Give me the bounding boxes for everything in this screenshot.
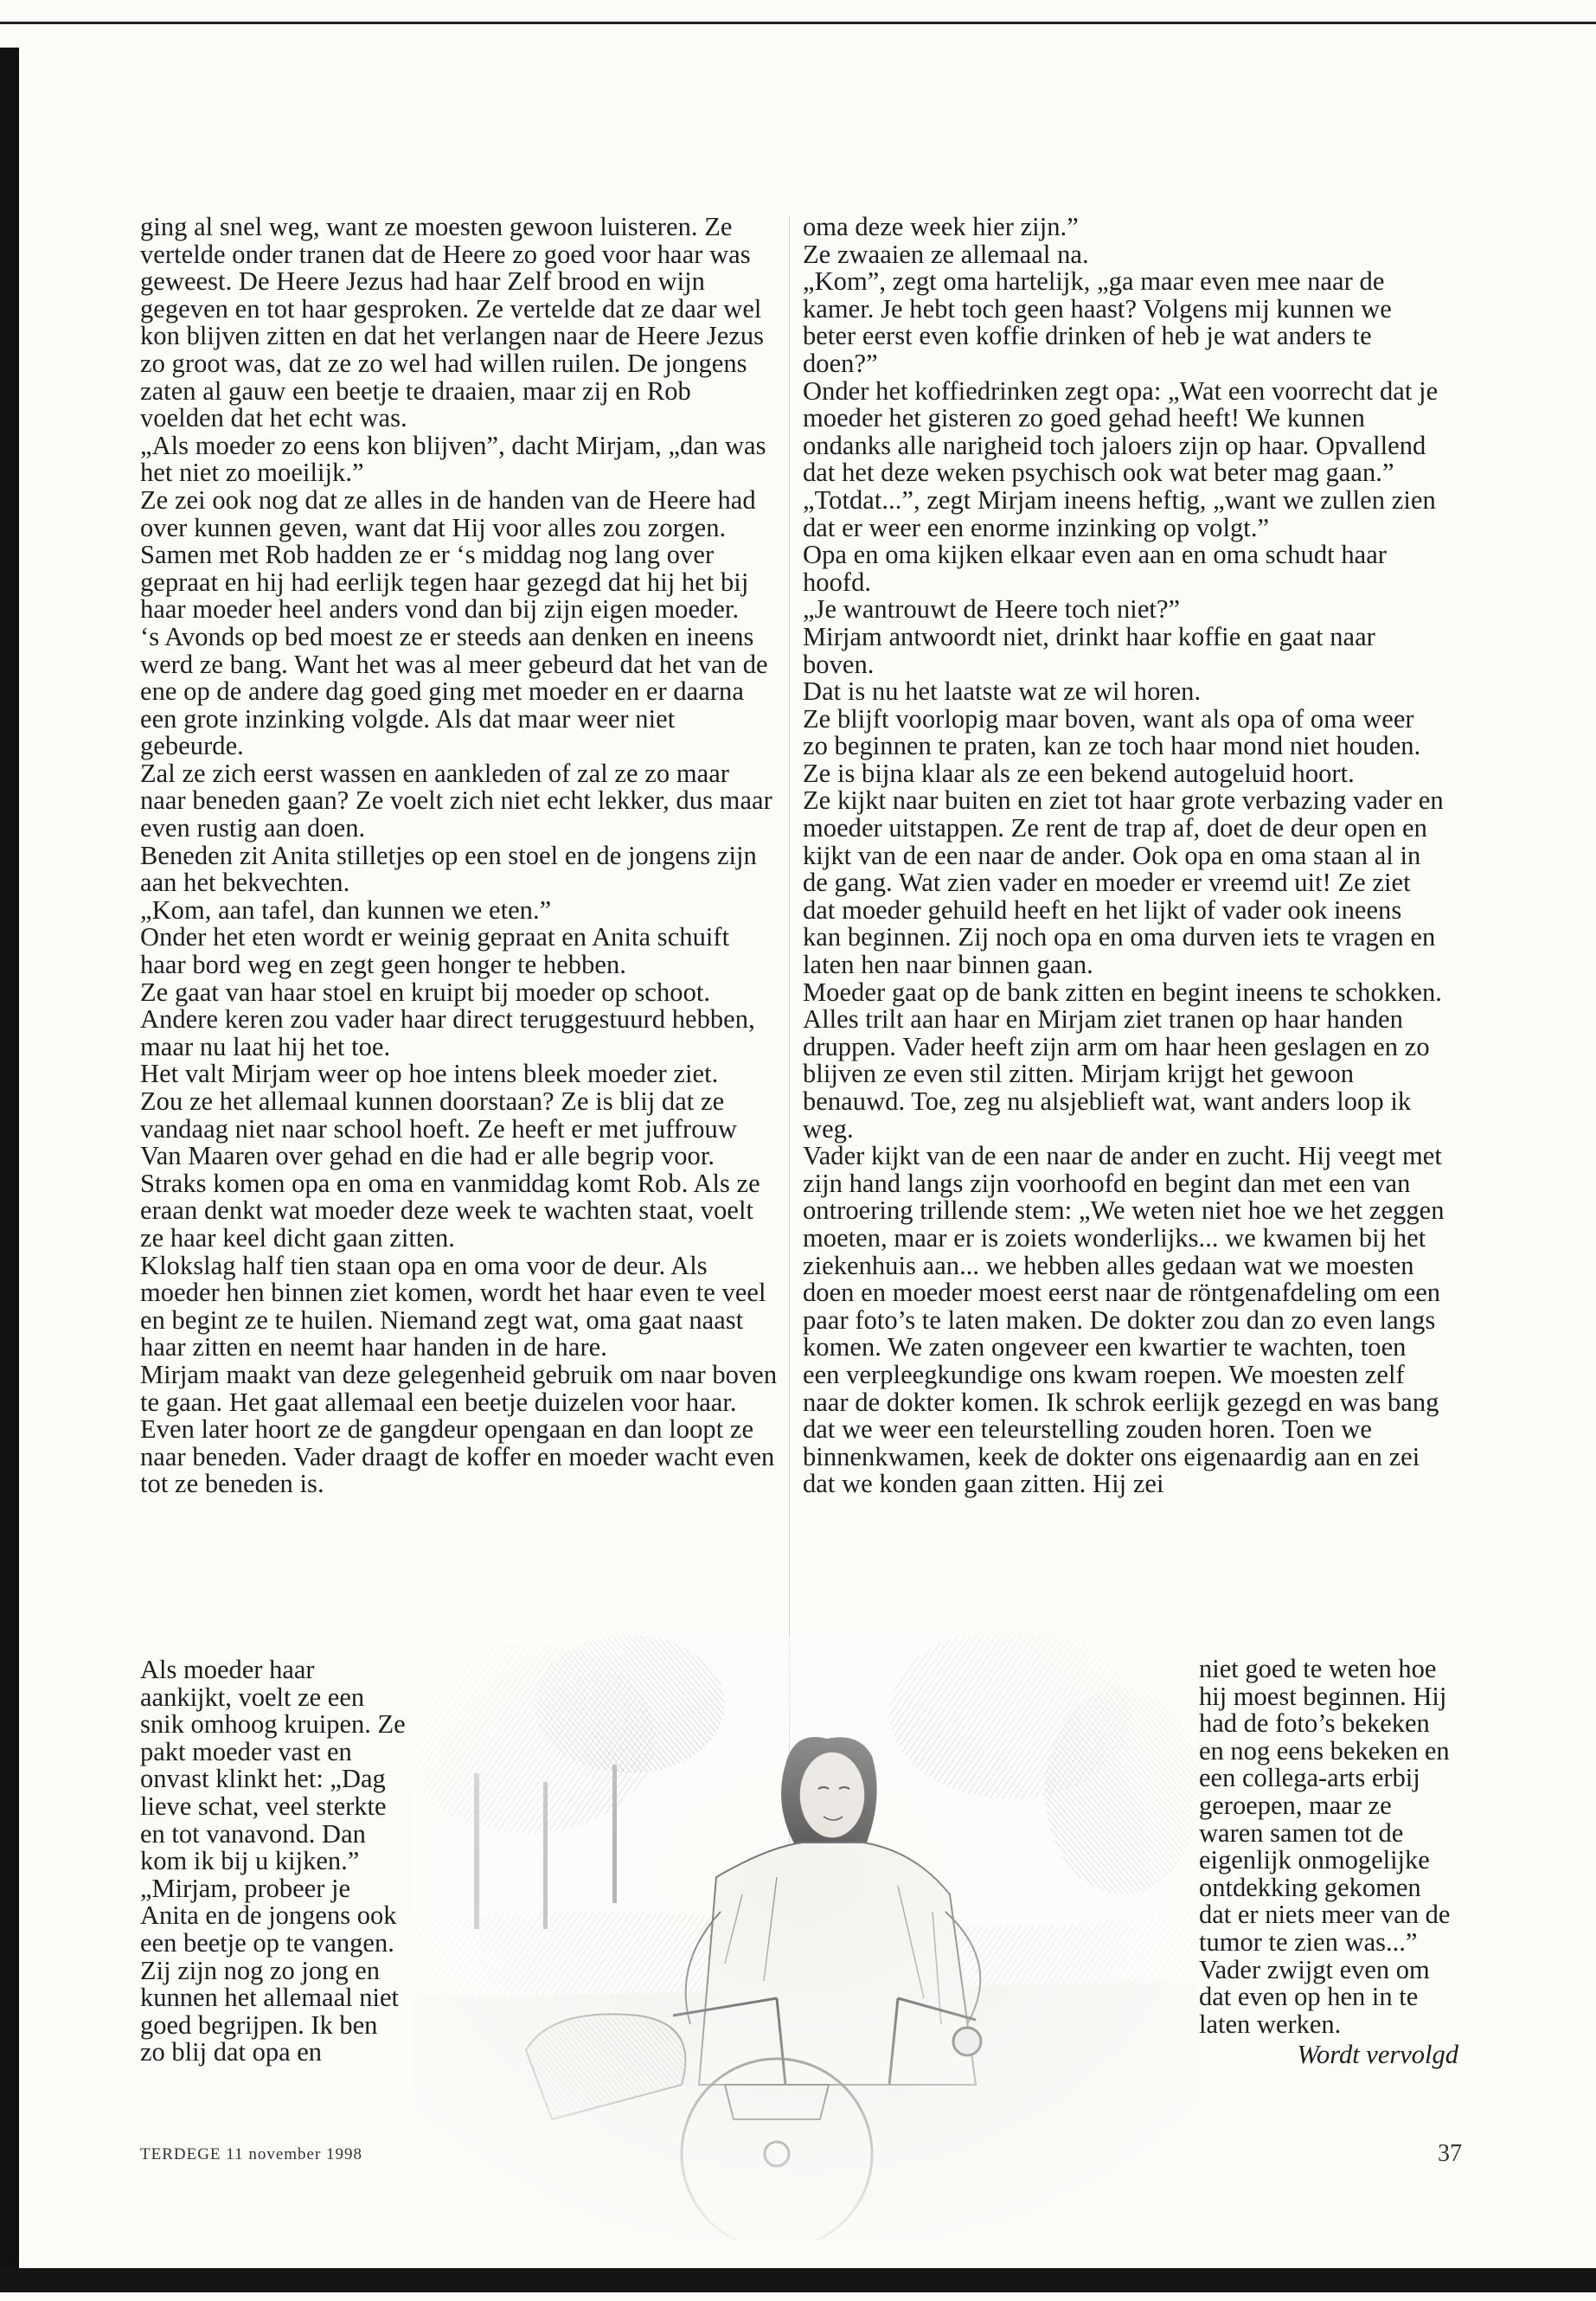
paragraph: Moeder gaat op de bank zitten en begint ineens te schokken. Alles trilt aan haar en Mirjam ziet tranen op haar handen druppen. Vader heeft zijn arm om haar heen geslagen en zo blijven ze even stil zitten. Mirjam krijgt het gewoon benauwd. Toe, zeg nu alsjeblieft wat, want anders loop ik weg.	[803, 977, 1442, 1144]
paragraph: „Je wantrouwt de Heere toch niet?”	[803, 594, 1181, 625]
paragraph: Ze gaat van haar stoel en kruipt bij moeder op schoot.	[140, 977, 711, 1007]
paragraph: Samen met Rob hadden ze er ‘s middag nog lang over gepraat en hij had eerlijk tegen haar gezegd dat hij het bij haar moeder heel anders vond dan bij zijn eigen moeder.	[140, 540, 749, 625]
paragraph: „Totdat...”, zegt Mirjam ineens heftig, „want we zullen zien dat er weer een enorme inzinking op volgt.”	[803, 484, 1436, 542]
paragraph: Zou ze het allemaal kunnen doorstaan? Ze is blij dat ze vandaag niet naar school hoeft. Ze heeft er met juffrouw Van Maaren over gehad en die had er alle begrip voor.	[140, 1086, 737, 1171]
paragraph: Ze zwaaien ze allemaal na.	[803, 239, 1089, 269]
paragraph: Even later hoort ze de gangdeur opengaan en dan loopt ze naar beneden. Vader draagt de koffer en moeder wacht even tot ze beneden is.	[140, 1414, 775, 1499]
page-number: 37	[1438, 2140, 1462, 2167]
left-column	[140, 214, 779, 1498]
paragraph: „Kom, aan tafel, dan kunnen we eten.”	[140, 894, 552, 925]
paragraph: Ze kijkt naar buiten en ziet tot haar grote verbazing vader en moeder uitstappen. Ze rent de trap af, doet de deur open en kijkt van de een naar de ander. Ook opa en oma staan al in de gang. Wat zien vader en moeder er vreemd uit! Ze ziet dat moeder gehuild heeft en het lijkt of vader ook ineens kan beginnen. Zij noch opa en oma durven iets te vragen en laten hen naar binnen gaan.	[803, 785, 1444, 980]
paragraph: Het valt Mirjam weer op hoe intens bleek moeder ziet.	[140, 1059, 719, 1089]
paragraph: Beneden zit Anita stilletjes op een stoel en de jongens zijn aan het bekvechten.	[140, 840, 757, 898]
paragraph: Opa en oma kijken elkaar even aan en oma schudt haar hoofd.	[803, 540, 1387, 597]
publication-footer: TERDEGE 11 november 1998	[140, 2145, 363, 2163]
right-narrow-column	[1199, 1656, 1458, 2069]
paragraph: Zal ze zich eerst wassen en aankleden of zal ze zo maar naar beneden gaan? Ze voelt zich niet echt lekker, dus maar even rustig aan doen.	[140, 758, 772, 843]
paragraph: „Kom”, zegt oma hartelijk, „ga maar even mee naar de kamer. Je hebt toch geen haast? Volgens mij kunnen we beter eerst even koffie drinken of heb je wat anders te doen?”	[803, 266, 1392, 378]
continued-label: Wordt vervolgd	[1297, 2040, 1458, 2070]
paragraph: Ze is bijna klaar als ze een bekend autogeluid hoort.	[803, 758, 1355, 788]
paragraph: Andere keren zou vader haar direct teruggestuurd hebben, maar nu laat hij het toe.	[140, 1004, 755, 1061]
paragraph: ‘s Avonds op bed moest ze er steeds aan denken en ineens werd ze bang. Want het was al meer gebeurd dat het van de ene op de andere dag goed ging met moeder en er daarna een grote inzinking volgde. Als dat maar weer niet gebeurde.	[140, 621, 768, 761]
paragraph: Mirjam maakt van deze gelegenheid gebruik om naar boven te gaan. Het gaat allemaal een beetje duizelen voor haar.	[140, 1359, 778, 1417]
right-narrow-paragraph: niet goed te weten hoe hij moest beginnen. Hij had de foto’s bekeken en nog eens bekeken en een collega-arts erbij geroepen, maar ze waren samen tot de eigenlijk onmogelijke ontdekking gekomen dat er niets meer van de tumor te zien was...” Vader zwijgt even om dat even op hen in te laten werken.	[1199, 1654, 1451, 2039]
paragraph: „Als moeder zo eens kon blijven”, dacht Mirjam, „dan was het niet zo moeilijk.”	[140, 430, 766, 488]
paragraph: Ze blijft voorlopig maar boven, want als opa of oma weer zo beginnen te praten, kan ze toch haar mond niet houden.	[803, 703, 1421, 761]
paragraph: ging al snel weg, want ze moesten gewoon luisteren. Ze vertelde onder tranen dat de Heere zo goed voor haar was geweest. De Heere Jezus had haar Zelf brood en wijn gegeven en tot haar gesproken. Ze vertelde dat ze daar wel kon blijven zitten en dat het verlangen naar de Heere Jezus zo groot was, dat ze zo wel had willen ruilen. De jongens zaten al gauw een beetje te draaien, maar zij en Rob voelden dat het echt was.	[140, 212, 765, 433]
bottom-scan-edge	[0, 2268, 1596, 2292]
right-column	[803, 214, 1445, 1498]
paragraph: „Mirjam, probeer je Anita en de jongens ook een beetje op te vangen. Zij zijn nog zo jong en kunnen het allemaal niet goed begrijpen. Ik ben zo blij dat opa en	[140, 1873, 399, 2067]
paragraph: Mirjam antwoordt niet, drinkt haar koffie en gaat naar boven.	[803, 621, 1375, 679]
paragraph: Vader kijkt van de een naar de ander en zucht. Hij veegt met zijn hand langs zijn voorhoofd en begint dan met een van ontroering trillende stem: „We weten niet hoe we het zeggen moeten, maar er is zoiets wonderlijks... we kwamen bij het ziekenhuis aan... we hebben alles gedaan wat we moesten doen en moeder moest eerst naar de röntgenafdeling om een paar foto’s te laten maken. De dokter zou dan zo even langs komen. We zaten ongeveer een kwartier te wachten, toen een verpleegkundige ons kwam roepen. We moesten zelf naar de dokter komen. Ik schrok eerlijk gezegd en was bang dat we weer een teleurstelling zouden horen. Toen we binnenkwamen, keek de dokter ons eigenaardig aan en zei dat we konden gaan zitten. Hij zei	[803, 1141, 1445, 1499]
paragraph: Onder het koffiedrinken zegt opa: „Wat een voorrecht dat je moeder het gisteren zo goed gehad heeft! We kunnen ondanks alle narigheid toch jaloers zijn op haar. Opvallend dat het deze weken psychisch ook wat beter mag gaan.”	[803, 375, 1439, 488]
left-narrow-column	[140, 1657, 408, 2067]
girl-with-bicycle-illustration	[413, 1635, 1196, 2240]
top-border	[0, 22, 1596, 24]
left-scan-edge	[0, 48, 19, 2275]
paragraph: Ze zei ook nog dat ze alles in de handen van de Heere had over kunnen geven, want dat Hij voor alles zou zorgen.	[140, 484, 756, 542]
paragraph: Klokslag half tien staan opa en oma voor de deur. Als moeder hen binnen ziet komen, wordt het haar even te veel en begint ze te huilen. Niemand zegt wat, oma gaat naast haar zitten en neemt haar handen in de hare.	[140, 1250, 766, 1362]
paragraph: Als moeder haar aankijkt, voelt ze een snik omhoog kruipen. Ze pakt moeder vast en onvast klinkt het: „Dag lieve schat, veel sterkte en tot vanavond. Dan kom ik bij u kijken.”	[140, 1655, 406, 1876]
paragraph: Straks komen opa en oma en vanmiddag komt Rob. Als ze eraan denkt wat moeder deze week te wachten staat, voelt ze haar keel dicht gaan zitten.	[140, 1168, 760, 1253]
paragraph: Dat is nu het laatste wat ze wil horen.	[803, 676, 1202, 707]
paragraph: oma deze week hier zijn.”	[803, 212, 1079, 241]
paragraph: Onder het eten wordt er weinig gepraat en Anita schuift haar bord weg en zegt geen honger te hebben.	[140, 922, 730, 980]
